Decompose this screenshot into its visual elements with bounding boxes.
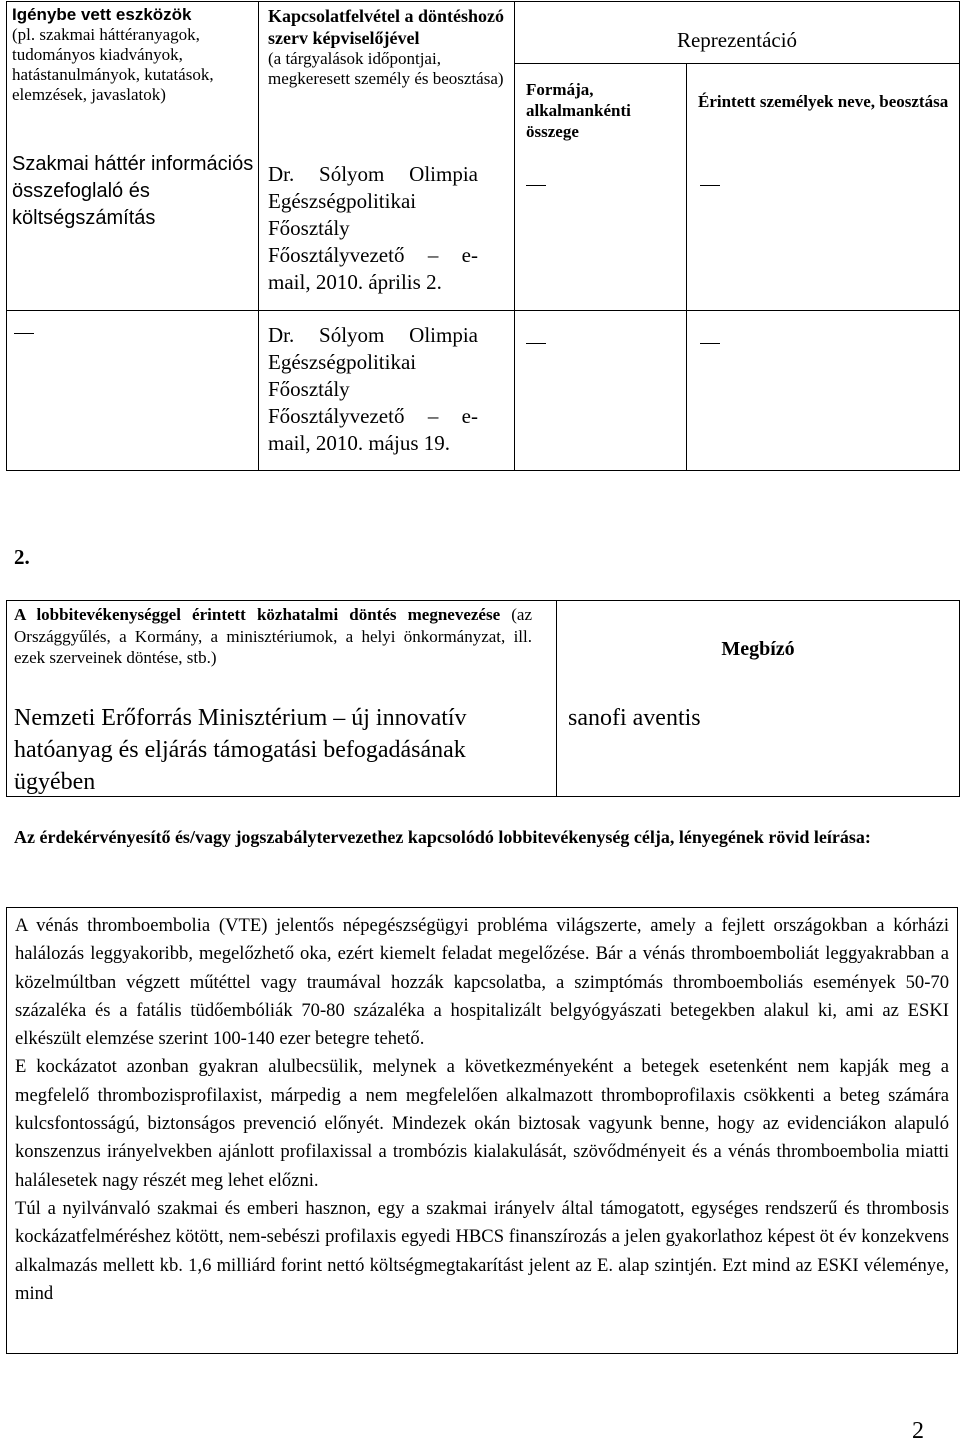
table-border [556, 600, 557, 797]
table-border [258, 1, 259, 471]
table-border [686, 63, 687, 471]
tools-table [6, 1, 960, 471]
row2-tools-dash [14, 321, 34, 339]
client-value: sanofi aventis [568, 705, 701, 731]
table-border [6, 470, 960, 471]
row2-persons-dash [700, 331, 720, 349]
section-number: 2. [14, 545, 30, 569]
body-paragraph: Túl a nyilvánvaló szakmai és emberi hasznon, egy a szakmai irányelv által támogatott, egységes rendszerű és thrombosis kockázatfelméréshez kötött, nem-sebészi profilaxis egyedi HBCS finanszírozás a jelen gyakorlathoz képest öt év konzekvens alkalmazás mellett kb. 1,6 milliárd forint nettó költségmegtakarítást jelent az E. alap szintjén. Ezt mind az ESKI véleménye, mind [15, 1197, 949, 1304]
page-number: 2 [912, 1418, 924, 1444]
purpose-heading: Az érdekérvényesítő és/vagy jogszabálytervezethez kapcsolódó lobbitevékenység célja, lényegének rövid leírása: [14, 827, 871, 847]
row1-form-dash [526, 173, 546, 191]
row1-persons-dash [700, 173, 720, 191]
description-box [6, 907, 958, 1354]
table-border [514, 63, 960, 64]
decision-table [6, 600, 960, 797]
table-border [6, 310, 960, 311]
decision-header [14, 604, 532, 669]
body-paragraph: E kockázatot azonban gyakran alulbecsülik, melynek a következményeként a betegek esetenként nem kapják meg a megfelelő thrombozisprofilaxist, márpedig a nem megfelelően alkalmazott thromboprofilaxis csökkenti a beteg számára kulcsfontosságú, biztonságos prevenció előnyét. Mindezek okán biztosak vagyunk benne, hogy az evidenciákon alapuló konszenzus irányelvekben ajánlott profilaxissal a trombózis kialakulását, szövődményeit és a vénás thromboembolia miatti halálesetek nagy részét meg lehet előzni. [15, 1056, 949, 1191]
table-border [514, 1, 515, 471]
row2-form-dash [526, 331, 546, 349]
table-border [6, 600, 7, 797]
row1-tools: Szakmai háttér információs összefoglaló és költségszámítás [12, 153, 254, 229]
header-contact-title: Kapcsolatfelvétel a döntéshozó szerv képviselőjével [268, 6, 504, 48]
row2-contact: Dr. Sólyom Olimpia Egészségpolitikai Főosztály Főosztályvezető – e-mail, 2010. május 19. [268, 323, 478, 455]
header-tools-title: Igénybe vett eszközök [12, 5, 192, 24]
header-tools-sub: (pl. szakmai háttéranyagok, tudományos kiadványok, hatástanulmányok, kutatások, elemzések, javaslatok) [12, 25, 214, 104]
header-persons: Érintett személyek neve, beosztása [698, 92, 949, 111]
client-header: Megbízó [721, 638, 795, 660]
decision-value: Nemzeti Erőforrás Minisztérium – új innovatív hatóanyag és eljárás támogatási befogadásának ügyében [14, 705, 467, 795]
header-form: Formája, alkalmankénti összege [526, 80, 631, 141]
table-border [6, 1, 7, 471]
body-paragraph: A vénás thromboembolia (VTE) jelentős népegészségügyi probléma világszerte, amely a fejlett országokban a kórházi halálozás leggyakoribb, megelőzhető oka, ezért kiemelt feladat megelőzése. Bár a vénás thromboemboliát leggyakrabban a közelmúltban végzett műtéttel vagy traumával hozzák kapcsolatba, a szimptómás thromboemboliás események 50-70 százaléka és a fatális tüdőembóliák 70-80 százaléka a hospitalizált belgyógyászati betegekben alakul ki, ami az ESKI elkészült elemzése szerint 100-140 ezer betegre tehető. [15, 915, 949, 1050]
decision-header-bold: A lobbitevékenységgel érintett közhatalmi döntés megnevezése [14, 605, 501, 624]
row1-contact: Dr. Sólyom Olimpia Egészségpolitikai Főosztály Főosztályvezető – e-mail, 2010. április 2. [268, 162, 478, 294]
header-tools [12, 5, 254, 105]
decision-header-rest: (az Országgyűlés, a Kormány, a minisztériumok, a helyi önkormányzat, ill. ezek szerveinek döntése, stb.) [14, 605, 532, 667]
table-border [6, 600, 960, 601]
header-representation: Reprezentáció [676, 28, 798, 52]
table-border [6, 1, 960, 2]
header-contact [268, 5, 508, 89]
header-contact-sub: (a tárgyalások időpontjai, megkeresett személy és beosztása) [268, 49, 504, 88]
